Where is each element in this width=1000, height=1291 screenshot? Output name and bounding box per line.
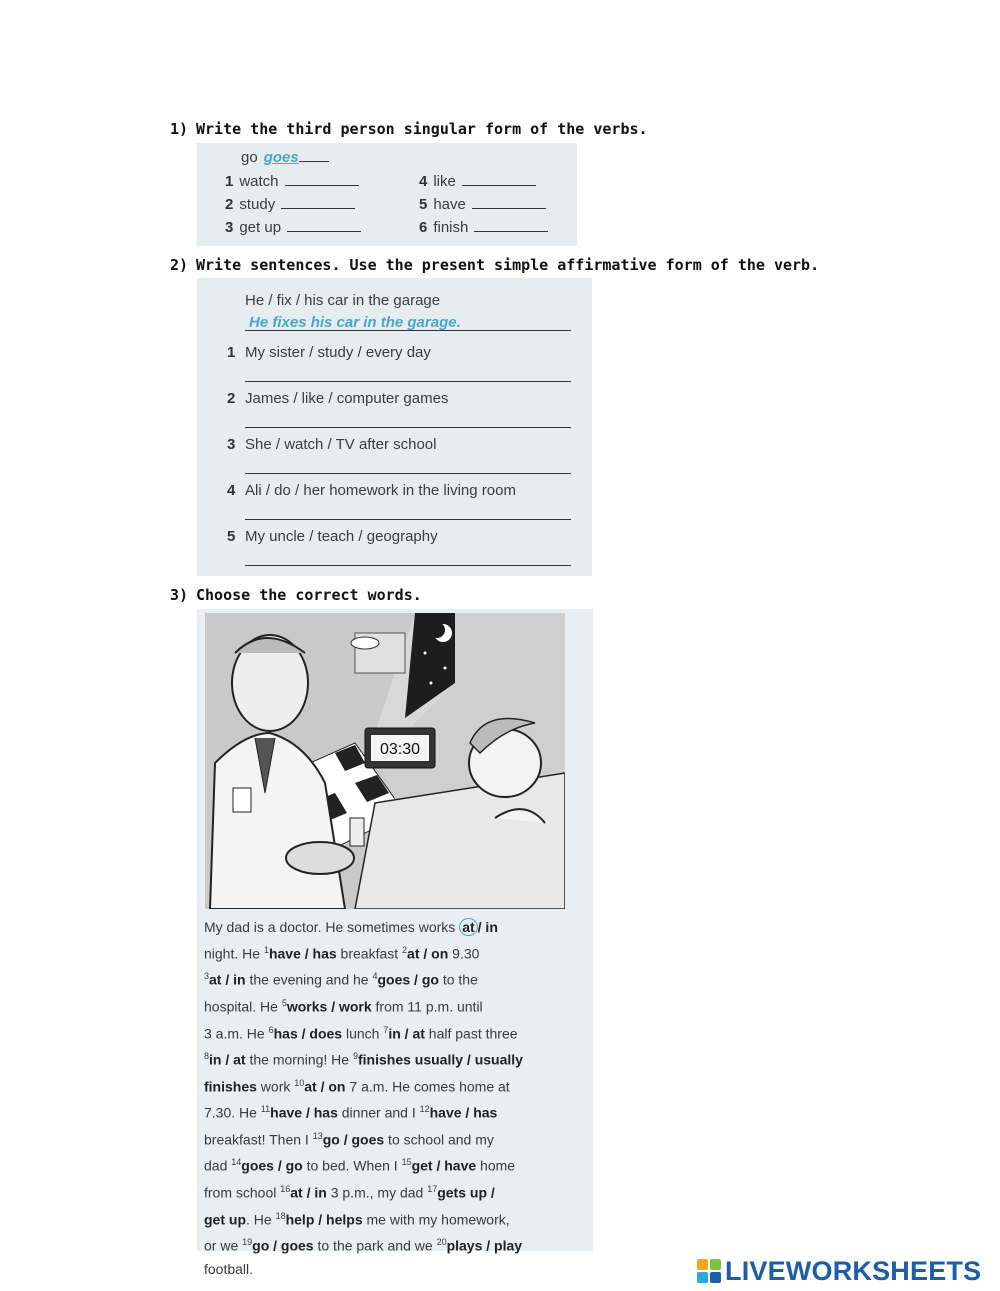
answer-blank[interactable] bbox=[281, 196, 355, 209]
section-2-heading bbox=[170, 256, 819, 274]
item-verb: have bbox=[433, 196, 466, 213]
item-number: 5 bbox=[227, 528, 236, 545]
doctor-night-illustration bbox=[205, 613, 565, 909]
item-number: 3 bbox=[227, 436, 236, 453]
exercise-3-panel bbox=[197, 609, 593, 1277]
exercise-1-panel bbox=[197, 143, 577, 246]
clock-time: 03:30 bbox=[379, 741, 421, 758]
section-title: Choose the correct words. bbox=[196, 586, 422, 604]
item-verb: finish bbox=[433, 219, 469, 236]
item-number: 5 bbox=[419, 196, 428, 213]
item-number: 1 bbox=[225, 173, 234, 190]
item-prompt: My sister / study / every day bbox=[245, 344, 431, 361]
item-verb: get up bbox=[239, 219, 282, 236]
item-number: 2 bbox=[225, 196, 234, 213]
verb-item bbox=[419, 196, 546, 213]
sentence-item bbox=[227, 436, 437, 453]
item-prompt: My uncle / teach / geography bbox=[245, 528, 438, 545]
verb-item bbox=[419, 219, 548, 236]
item-number: 4 bbox=[419, 173, 428, 190]
item-number: 1 bbox=[227, 344, 236, 361]
section-number: 1) bbox=[170, 120, 189, 138]
item-number: 2 bbox=[227, 390, 236, 407]
logo-icon bbox=[697, 1259, 721, 1283]
section-1-heading bbox=[170, 120, 648, 138]
sentence-item bbox=[227, 344, 431, 361]
glass-icon bbox=[350, 818, 364, 846]
verb-item bbox=[225, 173, 359, 190]
item-number: 3 bbox=[225, 219, 234, 236]
answer-line bbox=[299, 149, 329, 162]
answer-line bbox=[245, 330, 571, 331]
section-3-heading bbox=[170, 586, 422, 604]
answer-blank[interactable] bbox=[474, 219, 548, 232]
sentence-item bbox=[227, 528, 438, 545]
sentence-item bbox=[227, 482, 516, 499]
section-number: 3) bbox=[170, 586, 189, 604]
section-number: 2) bbox=[170, 256, 189, 274]
item-verb: study bbox=[239, 196, 276, 213]
exercise-2-panel bbox=[197, 278, 592, 576]
item-verb: like bbox=[433, 173, 456, 190]
answer-blank[interactable] bbox=[285, 173, 359, 186]
item-number: 6 bbox=[419, 219, 428, 236]
example-row bbox=[241, 149, 329, 166]
answer-line[interactable] bbox=[245, 381, 571, 382]
story-text: My dad is a doctor. He sometimes works at / in night. He $^1$have / has breakfast $^2$at / on 9.30 $^3$at / in the evening and he $^4$goes / go to the hospital. He $^5$works / work from 11 p.m. until 3 a.m. He $^6$has / does lunch $^7$in / at half past three $^8$in / at the morning! He $^9$finishes usually / usually finishes work $^{10}$at / on 7 a.m. He comes home at 7.30. He $^{11}$have / has dinner and I $^{12}$have / has breakfast! Then I $^{13}$go / goes to school and my dad $^{14}$goes / go to bed. When I $^{15}$get / have home from school $^{16}$at / in 3 p.m., my dad $^{17}$gets up / get up. He $^{18}$help / helps me with my homework, or we $^{19}$go / goes to the park and we $^{20}$plays / play football. bbox=[204, 919, 523, 1277]
logo-text: LIVEWORKSHEETS bbox=[725, 1255, 982, 1286]
item-prompt: Ali / do / her homework in the living room bbox=[245, 482, 516, 499]
answer-line[interactable] bbox=[245, 473, 571, 474]
answer-line[interactable] bbox=[245, 519, 571, 520]
answer-line[interactable] bbox=[245, 427, 571, 428]
verb-item bbox=[419, 173, 536, 190]
item-number: 4 bbox=[227, 482, 236, 499]
section-title: Write sentences. Use the present simple affirmative form of the verb. bbox=[196, 256, 820, 274]
example-answer: goes bbox=[263, 149, 299, 166]
item-prompt: She / watch / TV after school bbox=[245, 436, 437, 453]
answer-blank[interactable] bbox=[462, 173, 536, 186]
example-prompt: He / fix / his car in the garage bbox=[245, 292, 441, 309]
section-title: Write the third person singular form of the verbs. bbox=[196, 120, 648, 138]
answer-blank[interactable] bbox=[472, 196, 546, 209]
coffee-cup-icon bbox=[351, 637, 379, 649]
alarm-clock bbox=[365, 728, 435, 768]
item-prompt: James / like / computer games bbox=[245, 390, 449, 407]
example-verb: go bbox=[241, 149, 258, 166]
answer-blank[interactable] bbox=[287, 219, 361, 232]
item-verb: watch bbox=[239, 173, 279, 190]
verb-item bbox=[225, 219, 361, 236]
liveworksheets-logo bbox=[697, 1257, 981, 1285]
verb-item bbox=[225, 196, 355, 213]
example-answer: He fixes his car in the garage. bbox=[249, 314, 461, 331]
sentence-item bbox=[227, 390, 449, 407]
plate-icon bbox=[286, 842, 354, 874]
answer-line[interactable] bbox=[245, 565, 571, 566]
